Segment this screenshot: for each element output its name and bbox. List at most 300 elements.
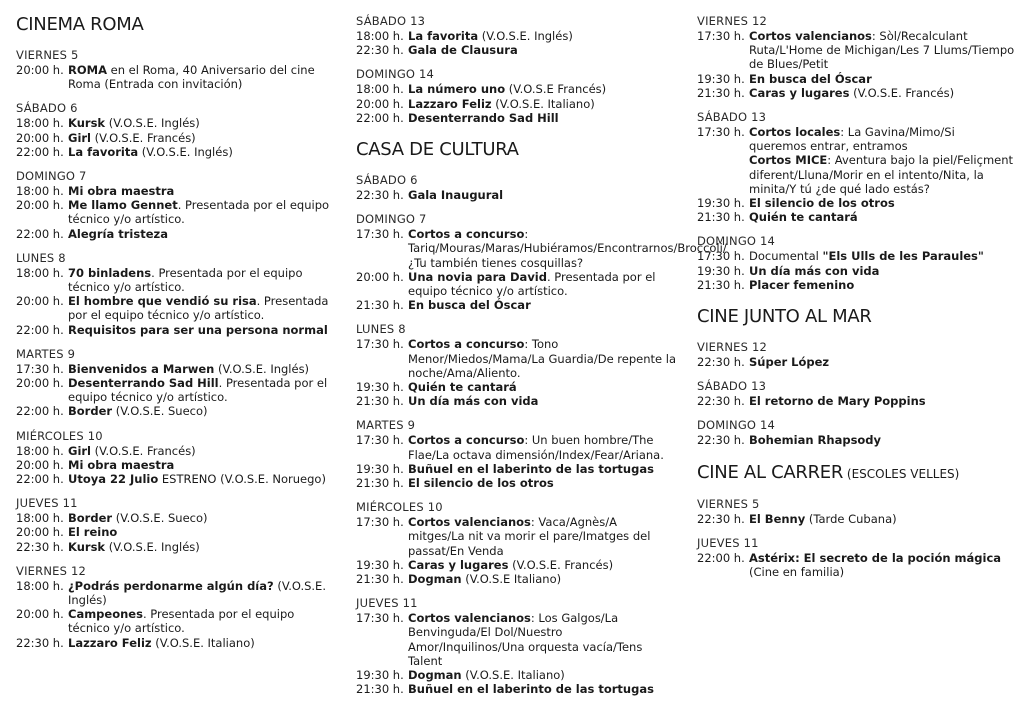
film-title: En busca del Óscar [408,298,531,313]
film-note: (V.O.S.E. Sueco) [112,404,208,419]
day-block [16,101,334,159]
screening-description [408,611,676,668]
film-note: : Aventura bajo la piel/Feliçment diferent/Lluna/Morir en el intento/Nita, la minita/Y tú ¿de qué lado estás? [749,153,1014,196]
screening-row [356,43,676,57]
screening-description [68,294,334,322]
screening-row [16,227,334,241]
screening-time: 17:30 h. [697,29,745,43]
screening-time: 22:00 h. [16,322,64,337]
screening-description [68,376,334,404]
day-heading: VIERNES 12 [697,340,767,355]
film-title: Una novia para David [408,269,547,284]
day-block [356,322,676,408]
screening-row [356,188,676,202]
screening-description [68,63,334,91]
film-note: Documental [749,249,823,264]
screening-description [408,380,676,394]
screening-description [68,266,334,294]
screening-row [697,29,1015,72]
film-note: (V.O.S.E. Francés) [508,557,614,572]
screening-time: 20:00 h. [16,63,64,77]
screening-description [408,43,676,57]
film-title: Kursk [68,539,106,554]
film-title: Cortos a concurso [408,227,525,242]
day-block [697,234,1015,292]
film-note: (Cine en familia) [749,565,845,580]
screening-row [16,472,334,486]
screening-description [408,558,676,572]
film-note: (V.O.S.E. Sueco) [112,511,208,526]
screening-row [16,198,334,226]
film-title: ROMA [68,63,107,77]
venue-title-text: CASA DE CULTURA [356,139,519,161]
screening-row [16,540,334,554]
screening-row [16,362,334,376]
day-block [697,110,1015,224]
film-title: Desenterrando Sad Hill [408,110,559,125]
film-title: Gala Inaugural [408,188,504,203]
day-block [356,173,676,202]
screening-time: 21:30 h. [356,298,404,313]
screening-time: 19:30 h. [697,263,745,278]
screening-description [68,404,334,418]
film-note: : Tono Menor/Miedos/Mama/La Guardia/De repente la noche/Ama/Aliento. [408,337,676,380]
day-heading: DOMINGO 7 [356,212,427,227]
film-title: La número uno [408,82,506,97]
screening-row [16,525,334,539]
screening-time: 19:30 h. [356,557,404,572]
screening-description [408,515,676,558]
film-note: : Tariq/Mouras/Maras/Hubiéramos/Encontrarnos/Broccoli/¿Tu también tienes cosquillas? [408,227,727,270]
day-heading: DOMINGO 14 [697,418,776,433]
screening-row [697,433,1015,447]
film-title: Cortos valencianos [408,611,531,626]
film-note: : Un buen hombre/The Flae/La octava dimensión/Index/Fear/Ariana. [408,433,664,462]
venue-title-text: CINEMA ROMA [16,14,144,35]
film-note: : Vaca/Agnès/A mitges/La nit va morir el pare/Imatges del passat/En Venda [408,515,651,558]
screening-time: 18:00 h. [356,82,404,97]
screening-time: 22:00 h. [16,226,64,241]
film-title: Girl [68,130,91,145]
schedule-column-3 [697,14,1015,593]
screening-time: 22:00 h. [16,404,64,419]
day-heading: LUNES 8 [356,322,406,337]
screening-description [749,72,1015,86]
film-title: La favorita [68,144,139,159]
film-note: ESTRENO (V.O.S.E. Noruego) [158,472,326,487]
screening-description [408,462,676,476]
film-note: (V.O.S.E. Italiano) [151,635,255,650]
screening-time: 20:00 h. [16,607,64,622]
film-title: Kursk [68,116,106,131]
screening-description [408,111,676,125]
screening-row [356,97,676,111]
screening-description [68,511,334,525]
film-note: . Presentada por el equipo técnico y/o artístico. [68,294,329,323]
screening-row [356,558,676,572]
screening-description [408,270,676,298]
film-title: Cortos MICE [749,153,828,168]
film-title: La favorita [408,29,479,43]
film-note: . Presentada por el equipo técnico y/o artístico. [68,265,303,295]
film-title: Cortos valencianos [408,515,531,530]
screening-row [356,270,676,298]
film-title: Mi obra maestra [68,457,175,472]
venue-title [16,14,334,36]
film-title: Girl [68,443,91,458]
day-block [356,500,676,586]
day-block [356,67,676,125]
screening-description [408,298,676,312]
screening-description [68,145,334,159]
screening-row [16,444,334,458]
screening-time: 18:00 h. [16,265,64,280]
screening-row [16,294,334,322]
day-heading: SÁBADO 13 [697,379,767,394]
screening-row [356,227,727,270]
screening-time: 20:00 h. [16,525,64,540]
screening-time: 21:30 h. [356,394,404,409]
screening-row [356,29,676,43]
screening-time: 17:30 h. [356,227,404,242]
film-title: ¿Podrás perdonarme algún día? [68,578,274,593]
screening-time: 20:00 h. [356,269,404,284]
screening-time: 19:30 h. [356,668,404,683]
screening-description [749,210,1015,224]
screening-row [356,515,676,558]
film-note: en el Roma, 40 Aniversario del cine Roma (Entrada con invitación) [68,63,315,92]
film-note: (V.O.S.E. Inglés) [105,116,200,131]
screening-row [356,668,676,682]
screening-row [697,512,1015,526]
film-note: (Tarde Cubana) [805,511,897,526]
film-title: El reino [68,525,118,540]
screening-row [16,131,334,145]
screening-description [408,29,676,43]
day-heading: MIÉRCOLES 10 [356,500,443,515]
screening-row [16,376,334,404]
film-title: Un día más con vida [408,394,539,409]
film-note: (V.O.S.E. Inglés) [478,29,573,43]
screening-description [68,198,334,226]
screening-time: 22:00 h. [697,550,745,565]
screening-description [408,394,676,408]
schedule-column-2 [356,14,727,711]
screening-time: 17:30 h. [356,337,404,352]
film-title: Un día más con vida [749,263,880,278]
film-note: (V.O.S.E. Inglés) [105,539,200,554]
screening-time: 20:00 h. [16,198,64,213]
screening-row [697,394,1015,408]
screening-row [356,682,676,696]
screening-row [16,511,334,525]
screening-row [16,404,334,418]
screening-description [68,525,334,539]
film-title: Dogman [408,572,462,587]
screening-time: 18:00 h. [16,578,64,593]
screening-row [356,337,676,380]
screening-time: 17:30 h. [697,125,745,140]
day-heading: VIERNES 5 [16,48,79,62]
day-heading: SÁBADO 6 [356,173,418,188]
screening-time: 21:30 h. [697,210,745,225]
screening-time: 18:00 h. [16,184,64,199]
day-heading: SÁBADO 13 [697,110,767,125]
screening-description [749,29,1015,72]
film-title: Súper López [749,355,830,370]
film-title: Bienvenidos a Marwen [68,361,215,376]
screening-time: 19:30 h. [356,380,404,395]
day-heading: DOMINGO 14 [697,234,776,249]
day-heading: MARTES 9 [356,418,416,433]
screening-description [68,579,334,607]
screening-time: 22:30 h. [697,355,745,370]
screening-row [356,380,676,394]
day-block [356,14,676,57]
screening-description [408,82,676,96]
screening-time: 20:00 h. [16,376,64,391]
day-block [697,379,1015,408]
screening-description [68,227,334,241]
film-title: El Benny [749,511,806,526]
screening-row [697,196,1015,210]
screening-description [68,636,334,650]
day-heading: JUEVES 11 [356,596,418,611]
screening-description [749,196,1015,210]
screening-extra [749,153,1015,196]
film-title: Cortos a concurso [408,337,525,352]
screening-time: 22:30 h. [697,394,745,409]
day-block [16,564,334,650]
screening-description [68,323,334,337]
screening-row [16,607,334,635]
screening-time: 17:30 h. [356,515,404,530]
screening-row [16,145,334,159]
screening-row [697,551,1015,579]
schedule-column-1 [16,14,334,664]
film-title: Astérix: El secreto de la poción mágica [749,550,1002,565]
venue-title-text: CINE JUNTO AL MAR [697,306,872,328]
film-title: Lazzaro Feliz [68,635,152,650]
screening-description [68,472,334,486]
screening-description [408,572,676,586]
screening-time: 19:30 h. [697,196,745,211]
screening-description [68,458,334,472]
screening-description [68,362,334,376]
screening-row [16,636,334,650]
screening-row [16,458,334,472]
film-title: Mi obra maestra [68,184,175,199]
day-block [16,429,334,487]
screening-row [16,266,334,294]
film-title: Bohemian Rhapsody [749,433,882,448]
film-title: Caras y lugares [408,557,509,572]
film-note: (V.O.S.E. Inglés) [68,578,326,608]
screening-description [749,86,1015,100]
film-title: Buñuel en el laberinto de las tortugas [408,461,654,476]
screening-description [749,125,1015,196]
film-title: Border [68,404,113,419]
screening-description [68,607,334,635]
day-block [697,340,1015,369]
screening-time: 21:30 h. [356,572,404,587]
day-heading: VIERNES 12 [697,14,767,28]
day-block [356,418,676,490]
screening-row [697,210,1015,224]
film-title: Buñuel en el laberinto de las tortugas [408,682,654,697]
screening-time: 17:30 h. [356,611,404,626]
day-heading: VIERNES 5 [697,496,760,511]
film-title: Quién te cantará [408,380,517,395]
screening-description [408,227,727,270]
venue-title [356,139,676,161]
venue-section [356,14,676,125]
film-note: . Presentada por el equipo técnico y/o artístico. [68,376,328,405]
film-title: Cortos a concurso [408,433,525,448]
day-heading: MARTES 9 [16,346,76,361]
screening-description [408,97,676,111]
film-note: (V.O.S.E. Inglés) [214,361,310,376]
screening-time: 21:30 h. [356,476,404,491]
screening-time: 20:00 h. [16,457,64,472]
screening-description [749,355,1015,369]
day-block [16,48,334,91]
film-note: (V.O.S.E. Inglés) [138,144,233,159]
day-heading: DOMINGO 7 [16,169,87,184]
screening-time: 22:00 h. [16,472,64,487]
venue-section [697,462,1015,580]
film-title: Border [68,511,113,526]
film-note: (V.O.S.E Francés) [505,82,607,97]
film-note: (V.O.S.E. Francés) [91,443,196,458]
screening-time: 18:00 h. [356,29,404,43]
screening-row [697,125,1015,196]
film-title: Cortos valencianos [749,29,872,43]
day-heading: LUNES 8 [16,250,66,265]
screening-description [68,444,334,458]
film-title: El retorno de Mary Poppins [749,394,926,409]
screening-row [356,572,676,586]
screening-row [697,249,1015,263]
film-title: Alegría tristeza [68,226,168,241]
screening-time: 18:00 h. [16,116,64,131]
day-block [16,496,334,554]
day-block [697,418,1015,447]
film-title: Gala de Clausura [408,43,518,58]
film-title: El silencio de los otros [749,196,895,211]
screening-row [697,355,1015,369]
day-block [356,596,676,696]
screening-time: 17:30 h. [697,249,745,264]
film-title: El hombre que vendió su risa [68,294,257,309]
screening-time: 20:00 h. [16,294,64,309]
screening-description [68,540,334,554]
film-note: (V.O.S.E. Italiano) [491,96,595,111]
film-note: . Presentada por el equipo técnico y/o artístico. [68,607,295,636]
screening-description [408,476,676,490]
screening-time: 22:30 h. [16,539,64,554]
day-heading: DOMINGO 14 [356,67,435,82]
film-title: Campeones [68,607,143,622]
screening-time: 22:30 h. [16,635,64,650]
screening-description [749,512,1015,526]
screening-description [408,188,676,202]
film-note: (V.O.S.E. Francés) [849,85,955,100]
day-block [697,536,1015,579]
venue-title [697,462,1015,485]
film-title: Dogman [408,668,462,683]
screening-description [68,131,334,145]
screening-row [16,323,334,337]
venue-section [697,306,1015,448]
film-title: Utoya 22 Julio [68,472,159,487]
film-note: . Presentada por el equipo técnico y/o artístico. [408,269,656,299]
screening-row [16,63,334,91]
screening-time: 22:30 h. [356,188,404,203]
screening-time: 18:00 h. [16,511,64,526]
screening-row [356,82,676,96]
screening-description [749,278,1015,292]
day-heading: SÁBADO 13 [356,14,426,28]
screening-time: 17:30 h. [16,361,64,376]
screening-row [697,72,1015,86]
film-note: (V.O.S.E. Francés) [91,130,196,145]
day-heading: JUEVES 11 [697,535,759,550]
film-note: . Presentada por el equipo técnico y/o artístico. [68,198,330,227]
film-title: Lazzaro Feliz [408,96,492,111]
screening-description [408,337,676,380]
day-heading: JUEVES 11 [16,496,78,511]
day-block [697,14,1015,100]
screening-description [749,551,1015,579]
film-note: (V.O.S.E. Italiano) [461,668,565,683]
screening-row [697,278,1015,292]
film-title: Placer femenino [749,277,855,292]
day-block [697,497,1015,526]
screening-description [408,433,676,461]
day-heading: MIÉRCOLES 10 [16,428,103,443]
day-heading: SÁBADO 6 [16,101,78,116]
film-note: (V.O.S.E Italiano) [461,572,562,587]
screening-description [749,433,1015,447]
film-title: Caras y lugares [749,85,850,100]
film-title: 70 binladens [68,265,152,280]
film-title: Cortos locales [749,125,841,140]
screening-time: 21:30 h. [697,85,745,100]
screening-time: 17:30 h. [356,433,404,448]
screening-time: 19:30 h. [697,71,745,86]
film-title: Desenterrando Sad Hill [68,376,219,391]
film-title: "Els Ulls de les Paraules" [822,249,984,264]
screening-description [749,394,1015,408]
venue-subtitle: (ESCOLES VELLES) [843,466,960,481]
screening-row [16,184,334,198]
day-block [16,169,334,241]
screening-row [356,611,676,668]
screening-description [749,264,1015,278]
venue-title-text: CINE AL CARRER [697,461,844,483]
screening-row [16,116,334,130]
screening-row [356,298,676,312]
film-title: Me llamo Gennet [68,198,178,213]
screening-row [356,394,676,408]
film-note: : La Gavina/Mimo/Si queremos entrar, entramos [749,125,955,154]
screening-row [697,264,1015,278]
screening-row [16,579,334,607]
day-block [16,347,334,419]
screening-description [68,184,334,198]
film-title: Quién te cantará [749,210,858,225]
